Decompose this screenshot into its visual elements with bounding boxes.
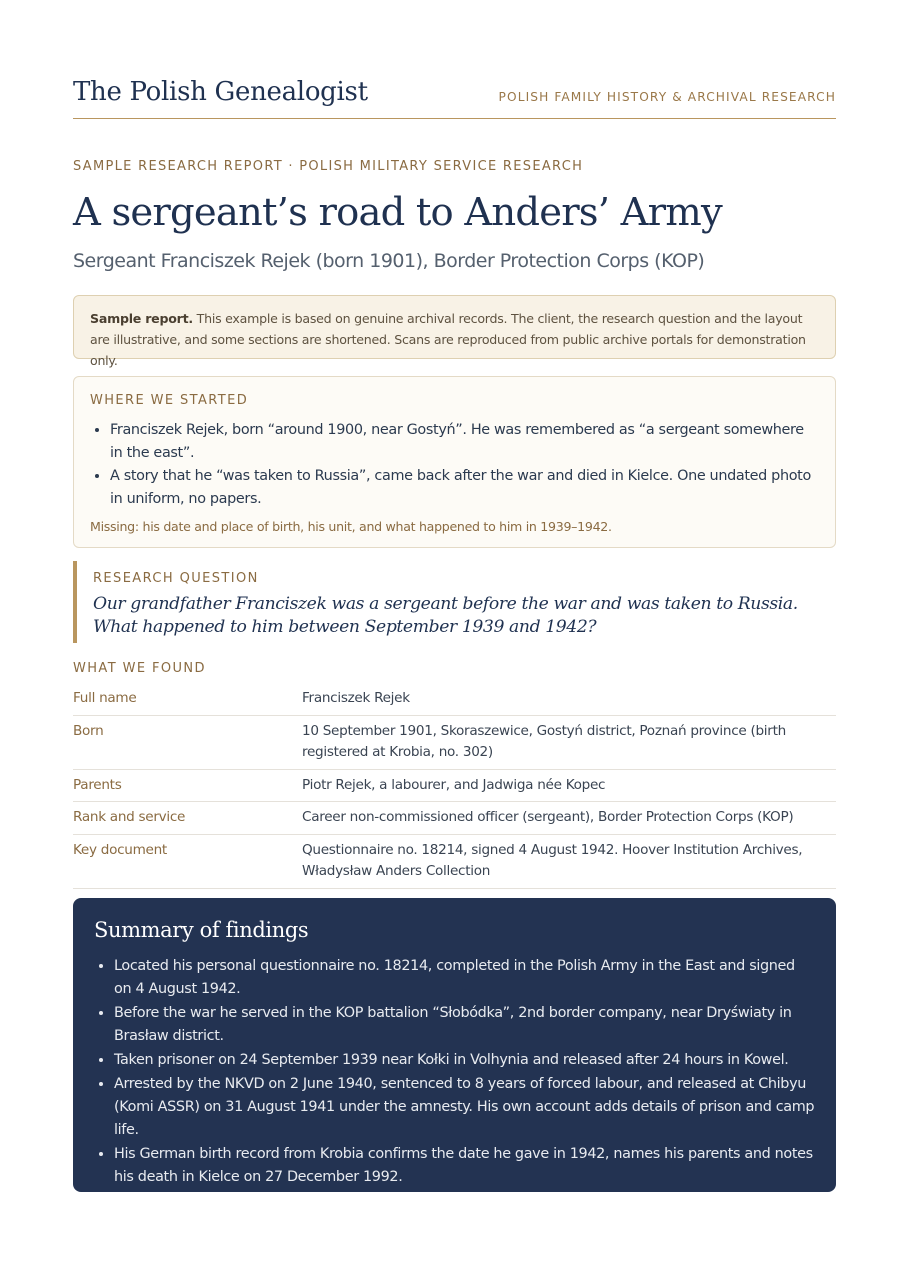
findings-table xyxy=(73,683,836,889)
list-item: • Franciszek Rejek, born “around 1900, near Gostyń”. He was remembered as “a sergeant somewhere in the east”. xyxy=(110,419,819,465)
row-key: Born xyxy=(73,715,302,769)
page-subtitle: Sergeant Franciszek Rejek (born 1901), Border Protection Corps (KOP) xyxy=(73,250,705,272)
research-question-block xyxy=(73,561,836,643)
list-item: • Taken prisoner on 24 September 1939 near Kołki in Volhynia and released after 24 hours in Kowel. xyxy=(114,1049,815,1072)
research-question-text: Our grandfather Franciszek was a sergeant before the war and was taken to Russia. What happened to him between September 1939 and 1942? xyxy=(93,594,798,637)
sample-notice xyxy=(73,295,836,368)
row-key: Full name xyxy=(73,683,302,715)
notice-lead: Sample report. xyxy=(90,311,193,326)
row-key: Rank and service xyxy=(73,802,302,835)
page-title: A sergeant’s road to Anders’ Army xyxy=(73,190,722,235)
row-value: 10 September 1901, Skoraszewice, Gostyń district, Poznań province (birth registered at Krobia, no. 302) xyxy=(302,715,836,769)
row-key: Parents xyxy=(73,769,302,802)
site-header xyxy=(73,76,836,119)
list-item: • His German birth record from Krobia confirms the date he gave in 1942, names his parents and notes his death in Kielce on 27 December 1992. xyxy=(114,1143,815,1189)
row-value: Piotr Rejek, a labourer, and Jadwiga née Kopec xyxy=(302,769,836,802)
row-key: Key document xyxy=(73,834,302,888)
where-we-started-panel xyxy=(73,376,836,548)
list-item: • Before the war he served in the KOP battalion “Słobódka”, 2nd border company, near Dryświaty in Brasław district. xyxy=(114,1002,815,1048)
list-item: • A story that he “was taken to Russia”, came back after the war and died in Kielce. One undated photo in uniform, no papers. xyxy=(110,465,819,511)
table-row xyxy=(73,715,836,769)
summary-of-findings-panel xyxy=(73,898,836,1192)
row-value: Questionnaire no. 18214, signed 4 August 1942. Hoover Institution Archives, Władysław Anders Collection xyxy=(302,834,836,888)
brand-logo-text[interactable]: The Polish Genealogist xyxy=(73,77,368,107)
section-label: RESEARCH QUESTION xyxy=(93,571,259,586)
site-tagline: POLISH FAMILY HISTORY & ARCHIVAL RESEARCH xyxy=(498,90,836,104)
section-label: WHERE WE STARTED xyxy=(90,393,249,408)
list-item: • Arrested by the NKVD on 2 June 1940, sentenced to 8 years of forced labour, and released at Chibyu (Komi ASSR) on 31 August 1941 under the amnesty. His own account adds details of prison and camp life. xyxy=(114,1073,815,1142)
row-value: Franciszek Rejek xyxy=(302,683,836,715)
section-label: WHAT WE FOUND xyxy=(73,661,206,676)
row-value: Career non-commissioned officer (sergeant), Border Protection Corps (KOP) xyxy=(302,802,836,835)
report-eyebrow: SAMPLE RESEARCH REPORT · POLISH MILITARY SERVICE RESEARCH xyxy=(73,159,584,174)
notice-text: This example is based on genuine archival records. The client, the research question and the layout are illustrative, and some sections are shortened. Scans are reproduced from public archive portals for demonstration only. xyxy=(90,311,806,368)
table-row xyxy=(73,683,836,715)
table-row xyxy=(73,802,836,835)
summary-list xyxy=(94,955,815,1189)
missing-info-note: Missing: his date and place of birth, his unit, and what happened to him in 1939–1942. xyxy=(90,519,612,534)
list-item: • Located his personal questionnaire no. 18214, completed in the Polish Army in the East and signed on 4 August 1942. xyxy=(114,955,815,1001)
table-row xyxy=(73,769,836,802)
summary-title: Summary of findings xyxy=(94,918,309,942)
table-row xyxy=(73,834,836,888)
started-list xyxy=(90,419,819,511)
